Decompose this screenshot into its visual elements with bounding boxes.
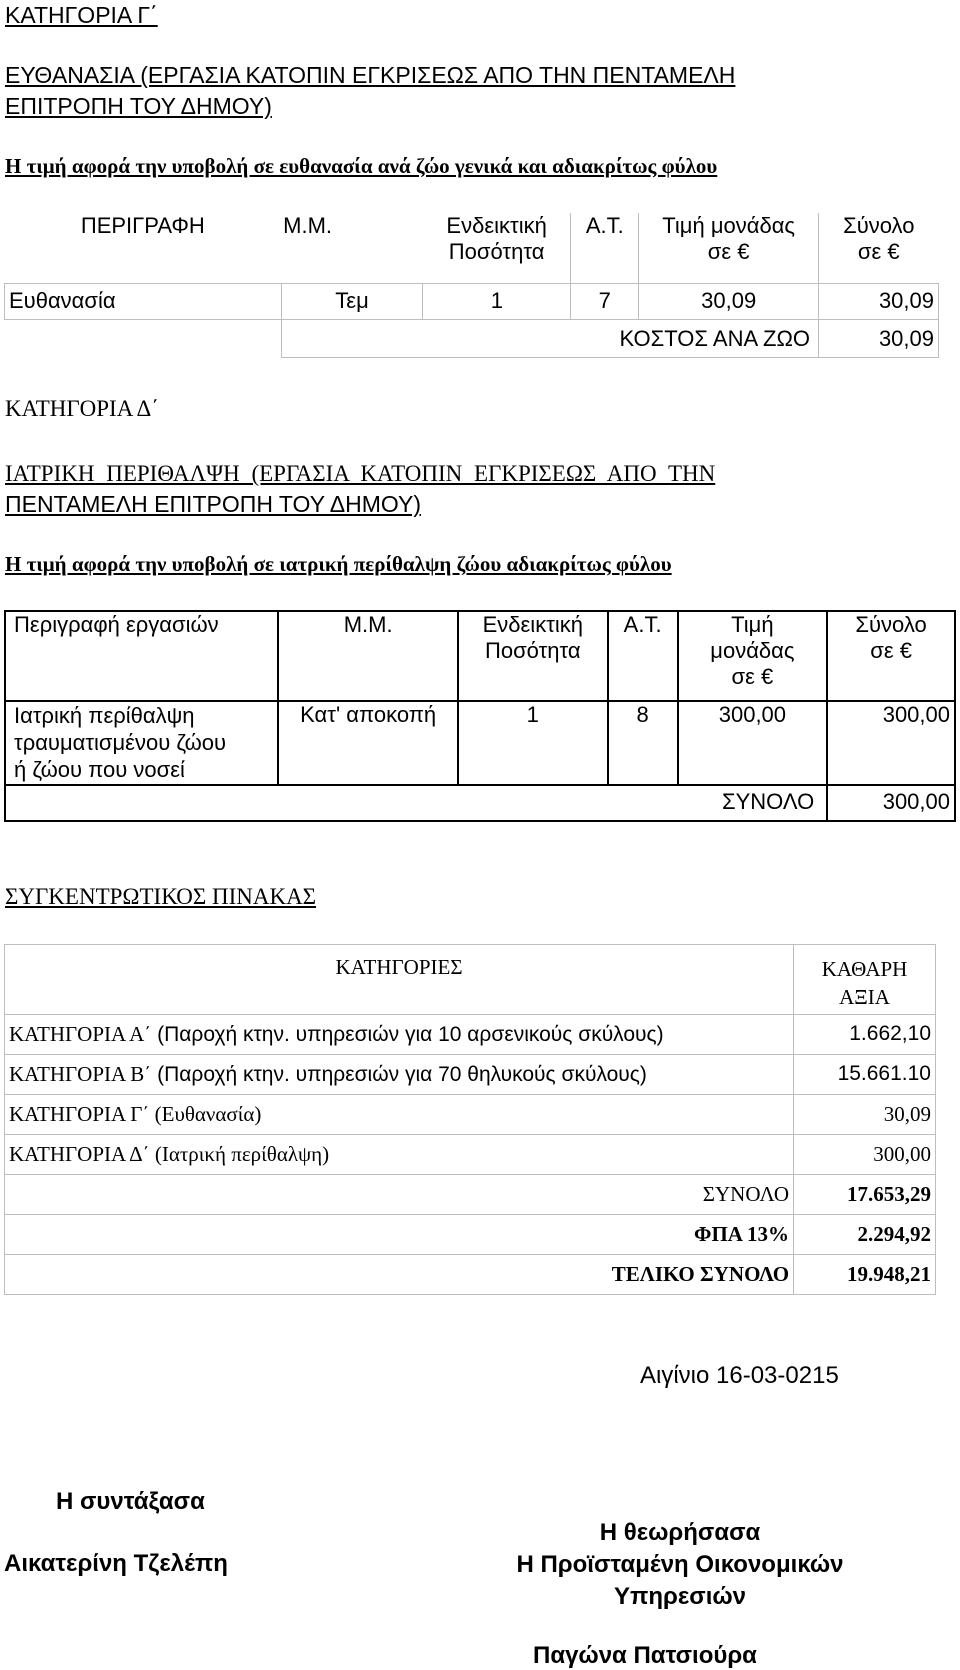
summary-total-row xyxy=(5,1175,936,1215)
cat-g-cell-price: 30,09 xyxy=(639,283,819,319)
summary-table xyxy=(4,944,936,1295)
summary-vat-value: 2.294,92 xyxy=(794,1215,936,1255)
summary-header-row xyxy=(5,945,936,1015)
cat-g-col-price xyxy=(639,213,819,283)
cat-d-row-medical xyxy=(5,701,955,785)
cat-d-note: Η τιμή αφορά την υποβολή σε ιατρική περίθαλψη ζώου αδιακρίτως φύλου xyxy=(5,552,672,576)
summary-col-value-line1: ΚΑΘΑΡΗ xyxy=(821,957,908,981)
approver-role-line1: Η Προϊσταμένη Οικονομικών xyxy=(516,1551,844,1578)
cat-g-col-total-line1: Σύνολο xyxy=(843,213,915,238)
cat-d-table xyxy=(4,610,956,822)
summary-row-a-label xyxy=(5,1015,794,1055)
summary-row-d xyxy=(5,1135,936,1175)
author-title: Η συντάξασα xyxy=(56,1488,205,1515)
cat-g-col-total xyxy=(819,213,939,283)
cat-d-cell-price: 300,00 xyxy=(678,701,828,785)
cat-d-col-price xyxy=(678,611,828,701)
cat-d-cell-qty: 1 xyxy=(458,701,608,785)
cat-d-col-qty-line1: Ενδεικτική xyxy=(482,612,584,637)
cat-d-cell-desc-line2: τραυματισμένου ζώου xyxy=(14,730,227,755)
cat-g-header-row xyxy=(5,213,939,283)
cat-d-title-line2: ΠΕΝΤΑΜΕΛΗ ΕΠΙΤΡΟΠΗ ΤΟΥ ΔΗΜΟΥ) xyxy=(5,491,422,517)
cat-d-col-price-line1: Τιμή xyxy=(731,612,774,637)
cat-g-col-qty-line1: Ενδεικτική xyxy=(446,213,547,238)
cat-d-cell-desc-line1: Ιατρική περίθαλψη xyxy=(14,703,195,728)
summary-heading: ΣΥΓΚΕΝΤΡΩΤΙΚΟΣ ΠΙΝΑΚΑΣ xyxy=(5,884,317,909)
cat-g-cell-qty: 1 xyxy=(423,283,571,319)
cat-d-col-price-line3: σε € xyxy=(731,664,774,689)
cat-d-col-at: Α.Τ. xyxy=(608,611,678,701)
cat-g-table xyxy=(4,213,939,358)
cat-g-col-at: Α.Τ. xyxy=(571,213,639,283)
cat-g-col-price-line2: σε € xyxy=(707,239,750,264)
summary-col-value-line2: ΑΞΙΑ xyxy=(839,985,890,1009)
cat-g-title-line2: ΕΠΙΤΡΟΠΗ ΤΟΥ ΔΗΜΟΥ) xyxy=(5,93,272,119)
cat-g-col-qty xyxy=(423,213,571,283)
approver-block xyxy=(470,1517,890,1613)
cat-g-col-price-line1: Τιμή μονάδας xyxy=(662,213,796,238)
cat-g-col-mm: Μ.Μ. xyxy=(283,213,333,238)
approver-role-line2: Υπηρεσιών xyxy=(614,1583,746,1610)
summary-col-value xyxy=(794,945,936,1015)
summary-row-b-detail: (Παροχή κτην. υπηρεσιών για 70 θηλυκούς σκύλους) xyxy=(151,1063,647,1086)
cat-d-cell-mm: Κατ' αποκοπή xyxy=(278,701,458,785)
summary-final-value: 19.948,21 xyxy=(794,1255,936,1295)
summary-total-label: ΣΥΝΟΛΟ xyxy=(5,1175,794,1215)
cat-d-cell-at: 8 xyxy=(608,701,678,785)
approver-name: Παγώνα Πατσιούρα xyxy=(533,1642,757,1669)
cat-d-col-mm: Μ.Μ. xyxy=(278,611,458,701)
summary-total-value: 17.653,29 xyxy=(794,1175,936,1215)
author-name: Αικατερίνη Τζελέπη xyxy=(4,1550,228,1577)
cat-g-col-qty-line2: Ποσότητα xyxy=(448,239,545,264)
cat-d-col-qty xyxy=(458,611,608,701)
cat-g-col-desc: ΠΕΡΙΓΡΑΦΗ xyxy=(80,213,205,238)
summary-row-a xyxy=(5,1015,936,1055)
summary-vat-row xyxy=(5,1215,936,1255)
summary-row-b xyxy=(5,1055,936,1095)
summary-row-d-main: ΚΑΤΗΓΟΡΙΑ Δ΄ xyxy=(9,1142,150,1166)
cat-d-cell-desc xyxy=(5,701,278,785)
cat-g-row-euthanasia xyxy=(5,283,939,319)
cat-g-cell-mm: Τεμ xyxy=(281,283,423,319)
cat-d-cell-total: 300,00 xyxy=(827,701,955,785)
cat-d-heading: ΚΑΤΗΓΟΡΙΑ Δ΄ xyxy=(5,396,159,421)
cat-g-cost-row xyxy=(5,319,939,357)
summary-row-g-value: 30,09 xyxy=(794,1095,936,1135)
cat-d-col-total-line2: σε € xyxy=(870,638,912,663)
cat-d-col-qty-line2: Ποσότητα xyxy=(484,638,581,663)
cat-g-col-total-line2: σε € xyxy=(857,239,900,264)
cat-g-cell-total: 30,09 xyxy=(819,283,939,319)
cat-d-cell-desc-line3: ή ζώου που νοσεί xyxy=(14,757,185,782)
summary-final-row xyxy=(5,1255,936,1295)
place-date: Αιγίνιο 16-03-0215 xyxy=(640,1362,839,1389)
cat-g-title xyxy=(5,60,935,122)
cat-g-note: Η τιμή αφορά την υποβολή σε ευθανασία ανά ζώο γενικά και αδιακρίτως φύλου xyxy=(5,154,718,178)
summary-row-b-label xyxy=(5,1055,794,1095)
cat-d-title-line1: ΙΑΤΡΙΚΗ ΠΕΡΙΘΑΛΨΗ (ΕΡΓΑΣΙΑ ΚΑΤΟΠΙΝ ΕΓΚΡΙΣΕΩΣ ΑΠΟ ΤΗΝ xyxy=(5,461,716,486)
cat-d-header-row xyxy=(5,611,955,701)
cat-d-col-total-line1: Σύνολο xyxy=(855,612,927,637)
cat-d-col-price-line2: μονάδας xyxy=(710,638,795,663)
summary-row-d-detail: (Ιατρική περίθαλψη) xyxy=(149,1142,330,1166)
summary-row-g-detail: (Ευθανασία) xyxy=(149,1102,262,1126)
cat-g-cell-desc: Ευθανασία xyxy=(5,283,282,319)
cat-g-cell-at: 7 xyxy=(571,283,639,319)
approver-title: Η θεωρήσασα xyxy=(599,1519,761,1546)
cat-d-sum-row xyxy=(5,785,955,821)
summary-row-g xyxy=(5,1095,936,1135)
summary-col-categories: ΚΑΤΗΓΟΡΙΕΣ xyxy=(5,945,794,1015)
summary-row-b-main: ΚΑΤΗΓΟΡΙΑ Β΄ xyxy=(9,1062,152,1086)
cat-d-col-total xyxy=(827,611,955,701)
summary-row-a-main: ΚΑΤΗΓΟΡΙΑ Α΄ xyxy=(9,1022,152,1046)
cat-g-cost-value: 30,09 xyxy=(819,319,939,357)
cat-d-sum-label: ΣΥΝΟΛΟ xyxy=(5,785,827,821)
summary-row-a-detail: (Παροχή κτην. υπηρεσιών για 10 αρσενικούς σκύλους) xyxy=(151,1023,664,1046)
summary-row-d-value: 300,00 xyxy=(794,1135,936,1175)
cat-d-sum-value: 300,00 xyxy=(827,785,955,821)
summary-row-a-value: 1.662,10 xyxy=(794,1015,936,1055)
summary-vat-label: ΦΠΑ 13% xyxy=(5,1215,794,1255)
summary-final-label: ΤΕΛΙΚΟ ΣΥΝΟΛΟ xyxy=(5,1255,794,1295)
summary-row-g-label xyxy=(5,1095,794,1135)
cat-g-cost-label: ΚΟΣΤΟΣ ΑΝΑ ΖΩΟ xyxy=(281,319,818,357)
summary-row-g-main: ΚΑΤΗΓΟΡΙΑ Γ΄ xyxy=(9,1102,150,1126)
summary-row-d-label xyxy=(5,1135,794,1175)
cat-d-col-desc: Περιγραφή εργασιών xyxy=(5,611,278,701)
summary-row-b-value: 15.661.10 xyxy=(794,1055,936,1095)
cat-d-title xyxy=(5,458,935,520)
cat-g-heading: ΚΑΤΗΓΟΡΙΑ Γ΄ xyxy=(5,2,158,28)
cat-g-title-line1: ΕΥΘΑΝΑΣΙΑ (ΕΡΓΑΣΙΑ ΚΑΤΟΠΙΝ ΕΓΚΡΙΣΕΩΣ ΑΠΟ ΤΗΝ ΠΕΝΤΑΜΕΛΗ xyxy=(5,62,736,88)
